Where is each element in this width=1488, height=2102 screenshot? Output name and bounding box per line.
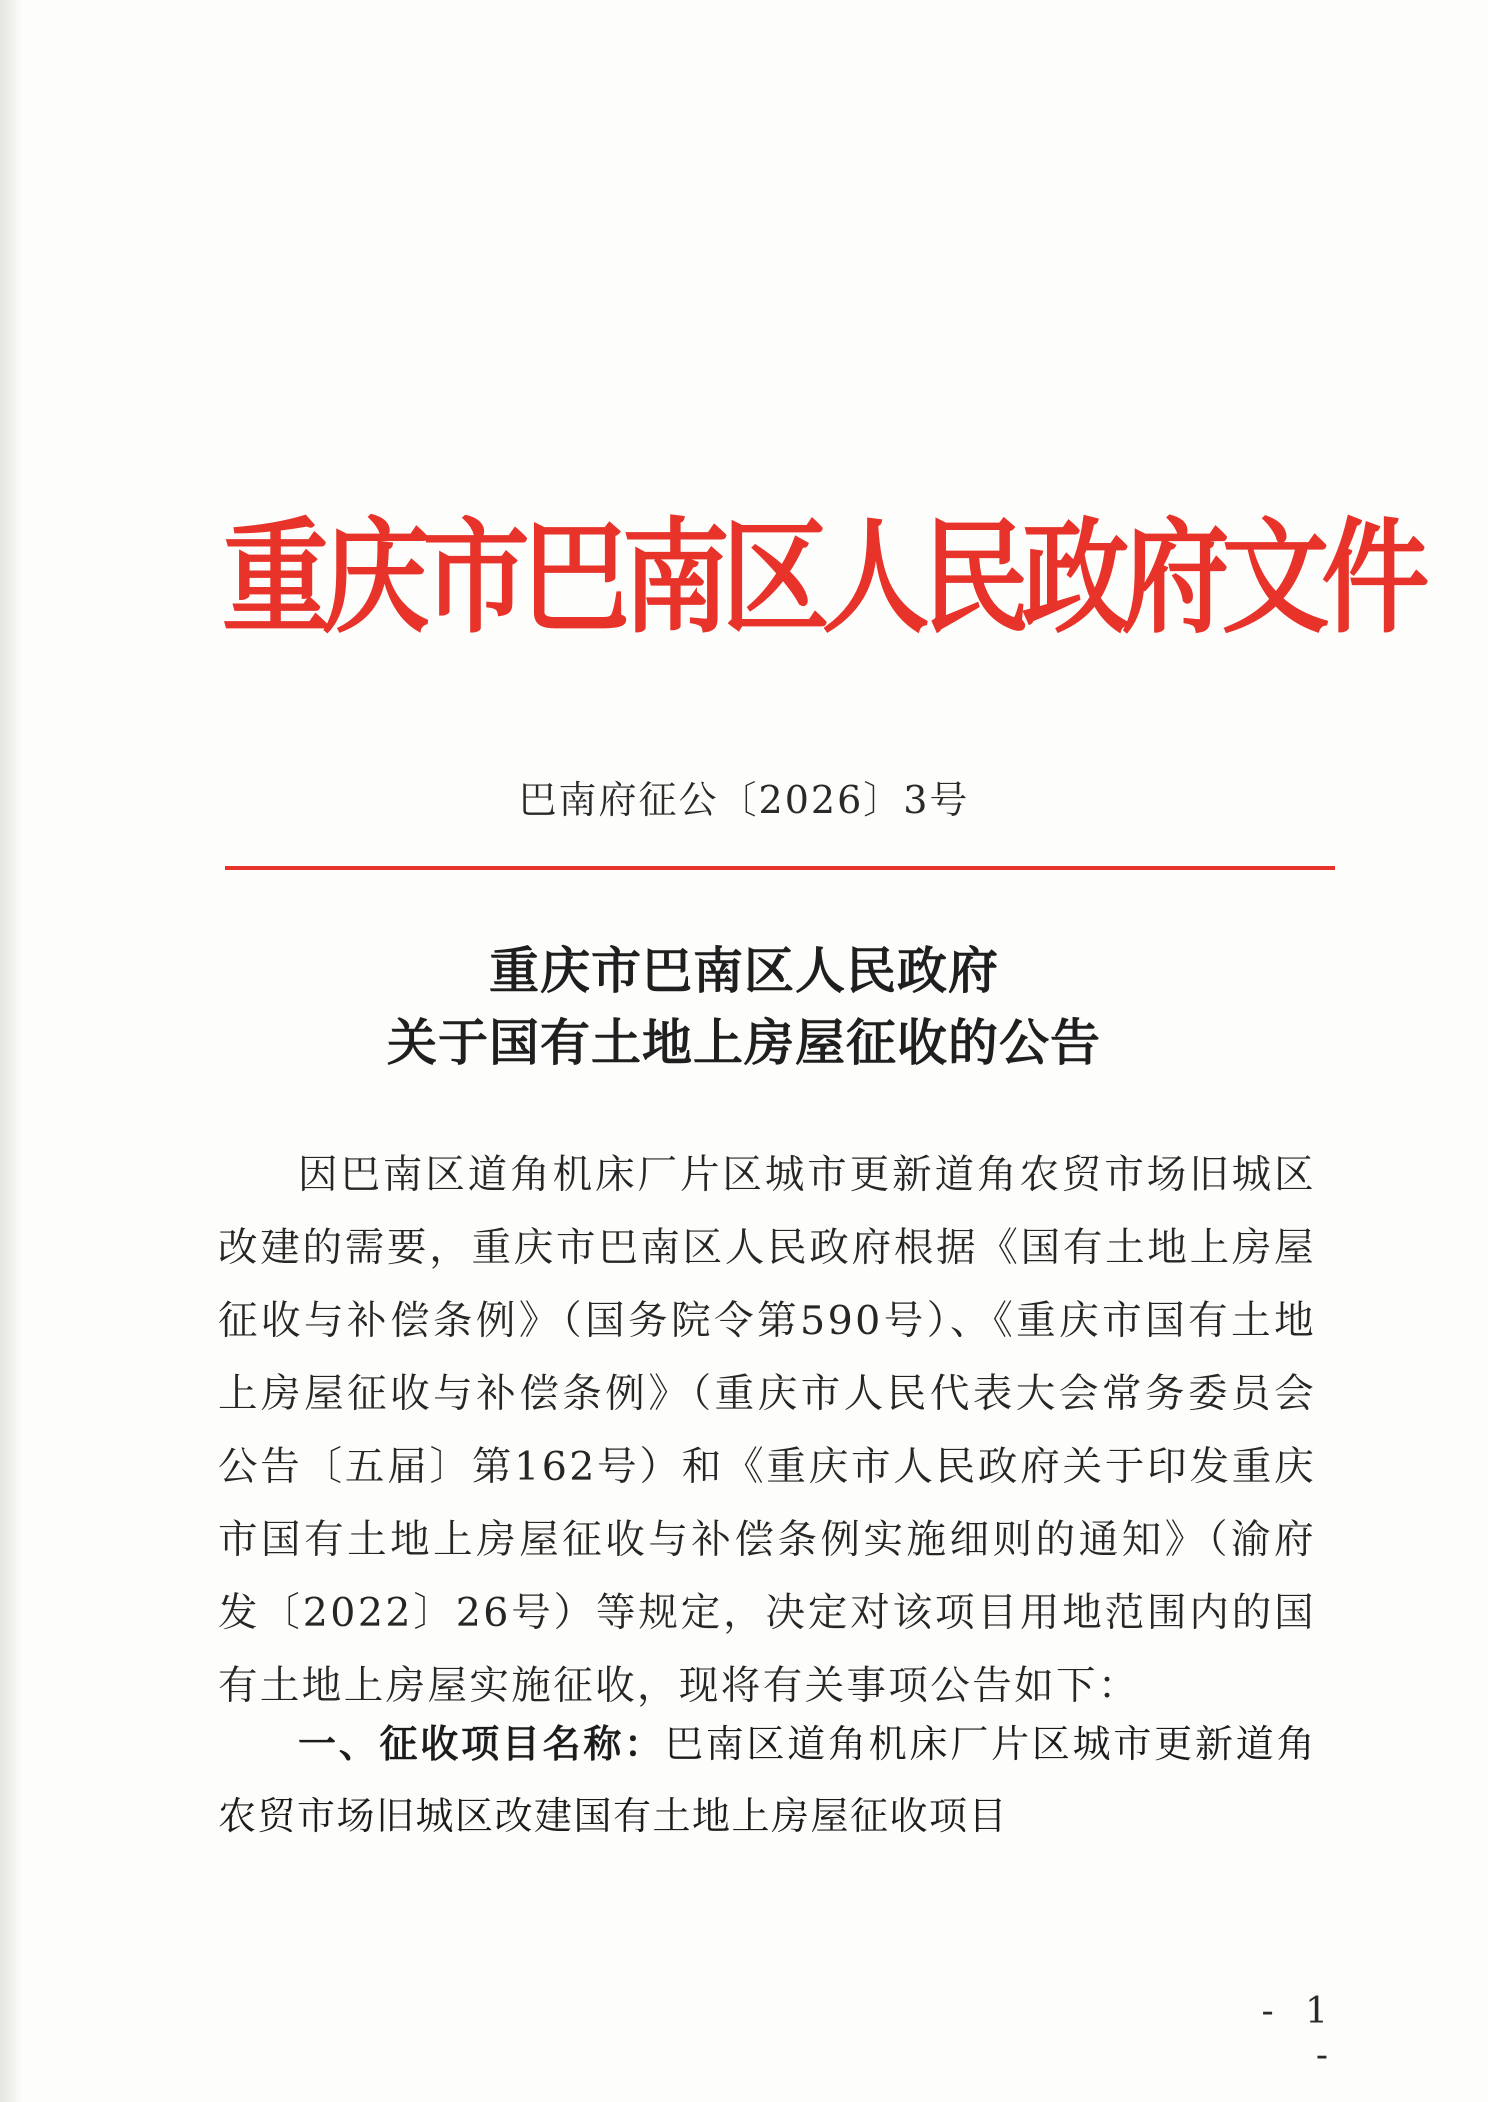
document-header-title: 重庆市巴南区人民政府文件 xyxy=(222,505,1422,650)
notice-title-line-2: 关于国有土地上房屋征收的公告 xyxy=(387,1013,1101,1072)
section-1 xyxy=(218,1708,1316,1852)
red-divider-line xyxy=(225,866,1335,870)
page-number: - 1 - xyxy=(1261,1991,1338,2076)
notice-title-line-1: 重庆市巴南区人民政府 xyxy=(489,941,999,1000)
section-1-heading: 一、征收项目名称： xyxy=(298,1722,665,1766)
document-number: 巴南府征公〔2026〕3号 xyxy=(518,778,970,822)
body-paragraph-1: 因巴南区道角机床厂片区城市更新道角农贸市场旧城区改建的需要，重庆市巴南区人民政府根据《国有土地上房屋征收与补偿条例》（国务院令第590号）、《重庆市国有土地上房屋征收与补偿条例》（重庆市人民代表大会常务委员会公告〔五届〕第162号）和《重庆市人民政府关于印发重庆市国有土地上房屋征收与补偿条例实施细则的通知》（渝府发〔2022〕26号）等规定，决定对该项目用地范围内的国有土地上房屋实施征收，现将有关事项公告如下： xyxy=(218,1152,1316,1709)
section-1-content: 巴南区道角机床厂片区城市更新道角农贸市场旧城区改建国有土地上房屋征收项目 xyxy=(218,1722,1316,1838)
